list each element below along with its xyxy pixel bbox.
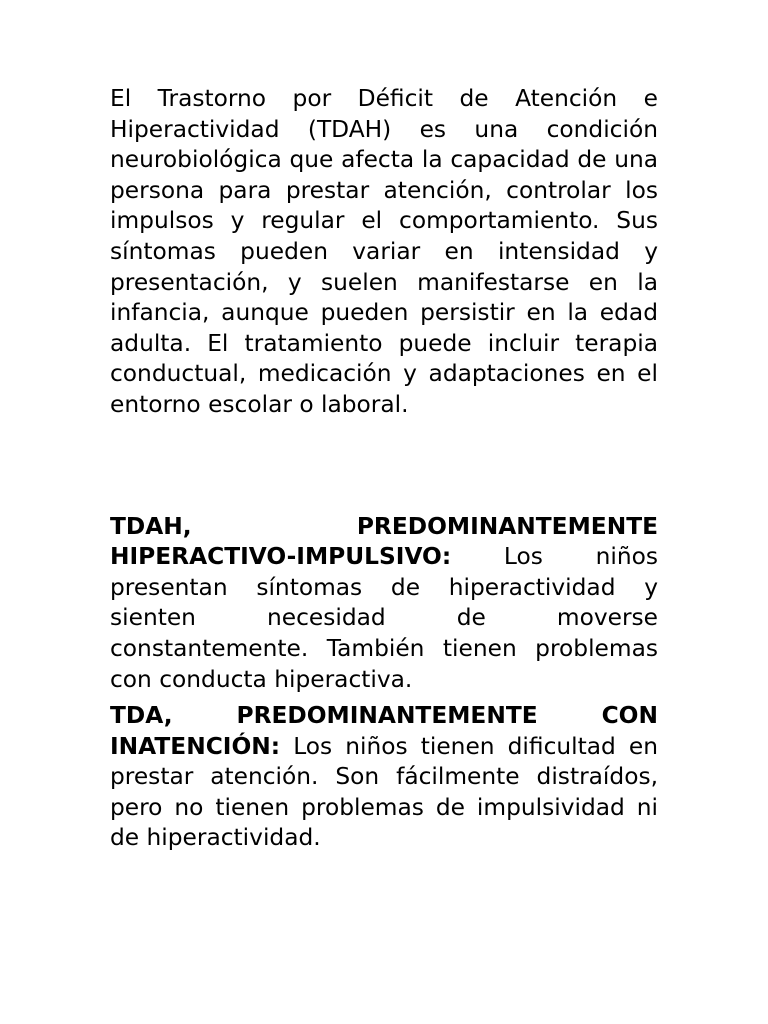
adhd-types-section xyxy=(110,512,658,855)
type-hyperactive-impulsive xyxy=(110,512,658,696)
document-body xyxy=(110,84,658,854)
type-inattentive xyxy=(110,701,658,854)
type-term: TDAH, PREDOMINANTEMENTE HIPERACTIVO-IMPULSIVO: xyxy=(110,512,658,571)
intro-paragraph: El Trastorno por Déficit de Atención e Hiperactividad (TDAH) es una condición neurobiológica que afecta la capacidad de una persona para prestar atención, controlar los impulsos y regular el comportamiento. Sus síntomas pueden variar en intensidad y presentación, y suelen manifestarse en la infancia, aunque pueden persistir en la edad adulta. El tratamiento puede incluir terapia conductual, medicación y adaptaciones en el entorno escolar o laboral. xyxy=(110,85,658,418)
type-description: Los niños tienen dificultad en prestar atención. Son fácilmente distraídos, pero no tienen problemas de impulsividad ni de hiperactividad. xyxy=(110,732,659,852)
type-term: TDA, PREDOMINANTEMENTE CON INATENCIÓN: xyxy=(110,702,658,760)
type-description: Los niños presentan síntomas de hiperactividad y sienten necesidad de moverse constantemente. También tienen problemas con conducta hiperactiva. xyxy=(110,543,659,693)
